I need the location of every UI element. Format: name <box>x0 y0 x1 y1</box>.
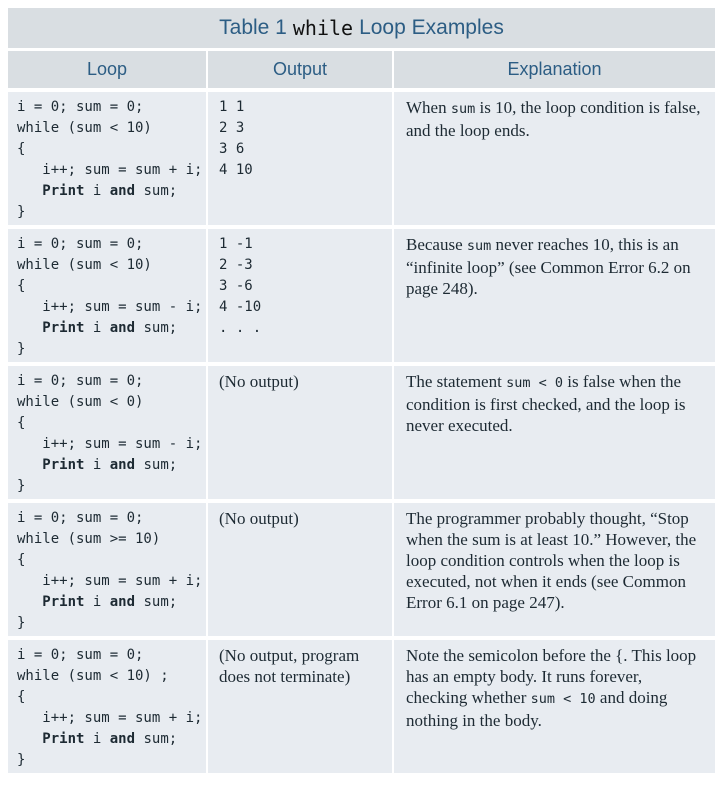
code-line: i = 0; sum = 0; <box>17 373 144 389</box>
loop-code <box>8 503 206 634</box>
code-line: while (sum >= 10) <box>17 531 161 547</box>
inline-code: sum <box>450 101 476 117</box>
explanation-cell <box>394 362 715 499</box>
explanation-text <box>394 503 715 613</box>
code-line: i = 0; sum = 0; <box>17 510 144 526</box>
table-grid <box>8 49 715 773</box>
loop-cell <box>8 362 208 499</box>
header-loop: Loop <box>8 49 208 88</box>
code-line: while (sum < 0) <box>17 394 144 410</box>
code-line: Print i and sum; <box>42 457 178 473</box>
code-line: Print i and sum; <box>42 594 178 610</box>
output-cell <box>208 636 394 773</box>
explanation-segment: Note the semicolon before the {. This loop has an empty body. It runs forever, checking whether <box>406 646 697 707</box>
explanation-segment: Because <box>406 235 467 254</box>
header-explanation: Explanation <box>394 49 715 88</box>
explanation-cell <box>394 225 715 362</box>
output-text: (No output) <box>219 509 299 528</box>
output-line: 1 1 <box>219 99 245 115</box>
output-line: 4 -10 <box>219 299 262 315</box>
code-line: Print i and sum; <box>42 320 178 336</box>
explanation-segment: and doing nothing in the body. <box>406 688 668 730</box>
code-line: } <box>17 615 26 631</box>
code-line: while (sum < 10) <box>17 257 152 273</box>
output-line: 2 -3 <box>219 257 253 273</box>
output-line: 2 3 <box>219 120 245 136</box>
explanation-cell <box>394 88 715 225</box>
explanation-segment: is false when the condition is first checked, and the loop is never executed. <box>406 372 686 435</box>
output-values <box>208 92 392 181</box>
code-line: i++; sum = sum + i; <box>17 573 203 589</box>
explanation-cell <box>394 636 715 773</box>
while-loop-examples-table <box>8 8 715 773</box>
output-line: 3 6 <box>219 141 245 157</box>
code-line: { <box>17 141 26 157</box>
output-cell <box>208 362 394 499</box>
code-line: Print i and sum; <box>42 731 178 747</box>
loop-code <box>8 92 206 223</box>
loop-code <box>8 229 206 360</box>
code-line: { <box>17 552 26 568</box>
output-line: 4 10 <box>219 162 253 178</box>
output-text: (No output) <box>219 372 299 391</box>
code-line: { <box>17 278 26 294</box>
caption-suffix: Loop Examples <box>359 16 504 39</box>
output-line: 1 -1 <box>219 236 253 252</box>
code-line: i++; sum = sum - i; <box>17 299 203 315</box>
loop-cell <box>8 225 208 362</box>
code-line: } <box>17 204 26 220</box>
output-cell <box>208 225 394 362</box>
explanation-segment: never reaches 10, this is an “infinite loop” (see Common Error 6.2 on page 248). <box>406 235 691 298</box>
caption-prefix: Table 1 <box>219 16 287 39</box>
explanation-text <box>394 92 715 141</box>
code-line: } <box>17 478 26 494</box>
loop-cell <box>8 88 208 225</box>
explanation-text <box>394 640 715 731</box>
output-line: . . . <box>219 320 262 336</box>
explanation-segment: is 10, the loop condition is false, and the loop ends. <box>406 98 701 140</box>
code-line: { <box>17 415 26 431</box>
explanation-segment: The programmer probably thought, “Stop when the sum is at least 10.” However, the loop condition controls when the loop is executed, not when it ends (see Common Error 6.1 on page 247). <box>406 509 697 612</box>
code-line: i = 0; sum = 0; <box>17 99 144 115</box>
table-caption <box>8 8 715 49</box>
explanation-segment: When <box>406 98 451 117</box>
code-line: while (sum < 10) <box>17 120 152 136</box>
loop-cell <box>8 636 208 773</box>
code-line: i++; sum = sum + i; <box>17 162 203 178</box>
inline-code: sum <box>466 238 492 254</box>
loop-code <box>8 366 206 497</box>
code-line: i = 0; sum = 0; <box>17 647 144 663</box>
code-line: } <box>17 341 26 357</box>
output-cell <box>208 88 394 225</box>
explanation-cell <box>394 499 715 636</box>
inline-code: sum < 10 <box>530 691 596 707</box>
output-cell <box>208 499 394 636</box>
code-line: while (sum < 10) ; <box>17 668 169 684</box>
explanation-segment: The statement <box>406 372 507 391</box>
code-line: i++; sum = sum + i; <box>17 710 203 726</box>
loop-cell <box>8 499 208 636</box>
code-line: Print i and sum; <box>42 183 178 199</box>
loop-code <box>8 640 206 771</box>
output-text: (No output, program does not terminate) <box>219 646 360 686</box>
explanation-text <box>394 366 715 436</box>
code-line: } <box>17 752 26 768</box>
output-line: 3 -6 <box>219 278 253 294</box>
caption-code: while <box>292 16 354 40</box>
code-line: i = 0; sum = 0; <box>17 236 144 252</box>
code-line: { <box>17 689 26 705</box>
header-output: Output <box>208 49 394 88</box>
inline-code: sum < 0 <box>506 375 563 391</box>
explanation-text <box>394 229 715 299</box>
output-values <box>208 229 392 339</box>
code-line: i++; sum = sum - i; <box>17 436 203 452</box>
